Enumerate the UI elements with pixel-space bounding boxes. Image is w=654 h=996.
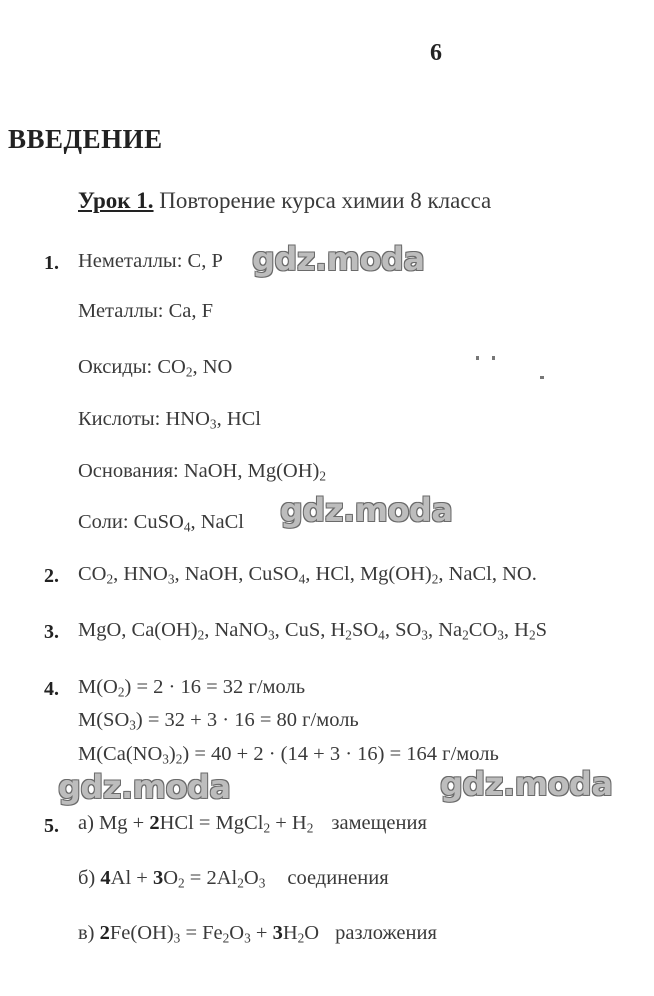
q4-line-1: $M(O_2) = 2 \cdot 16 = 32$ г/моль bbox=[78, 676, 306, 700]
q1-bases: Основания: NaOH, $Mg(OH)_2$ bbox=[78, 460, 326, 484]
page-number: 6 bbox=[430, 40, 442, 66]
speck-mark bbox=[476, 356, 479, 360]
lesson-title: Повторение курса химии 8 класса bbox=[159, 188, 492, 213]
q1-number: 1. bbox=[44, 252, 59, 274]
watermark: gdz.moda bbox=[280, 491, 453, 529]
section-title: ВВЕДЕНИЕ bbox=[8, 124, 163, 154]
q3-number: 3. bbox=[44, 621, 59, 643]
q1-acids: Кислоты: $HNO_3$, HCl bbox=[78, 408, 262, 432]
q4-number: 4. bbox=[44, 678, 59, 700]
q2-answer: $CO_2$, $HNO_3$, NaOH, CuSO$_4$, HCl, $Mg(OH)_2$, NaCl, NO. bbox=[78, 563, 537, 587]
watermark: gdz.moda bbox=[252, 240, 425, 278]
q2-number: 2. bbox=[44, 565, 59, 587]
q5-b: б) $4Al + 3O_2 = 2Al_2O_3$ соединения bbox=[78, 867, 389, 891]
lesson-heading bbox=[78, 188, 491, 214]
q1-oxides: Оксиды: $CO_2$, NO bbox=[78, 356, 233, 380]
q1-salts: Соли: CuSO$_4$, NaCl bbox=[78, 511, 244, 535]
lesson-label: Урок 1. bbox=[78, 188, 154, 213]
q5-a: а) Mg + 2HCl = MgCl$_2$ + $H_2$ замещения bbox=[78, 812, 427, 836]
q1-metals: Металлы: Ca, F bbox=[78, 300, 214, 322]
speck-mark bbox=[540, 376, 544, 379]
q5-c: в) $2Fe(OH)_3 = Fe_2O_3 + 3H_2O$ разложения bbox=[78, 922, 437, 946]
q3-answer: MgO, $Ca(OH)_2$, NaNO$_3$, CuS, $H_2SO_4$, $SO_3$, $Na_2CO_3$, $H_2S$ bbox=[78, 619, 548, 643]
q5-number: 5. bbox=[44, 815, 59, 837]
q1-nonmetals: Неметаллы: C, P bbox=[78, 250, 223, 272]
watermark: gdz.moda bbox=[58, 768, 231, 806]
q4-line-2: $M(SO_3) = 32 + 3 \cdot 16 = 80$ г/моль bbox=[78, 709, 359, 733]
watermark: gdz.moda bbox=[440, 765, 613, 803]
speck-mark bbox=[492, 356, 495, 360]
q4-line-3: $M(Ca(NO_3)_2) = 40 + 2 \cdot (14 + 3 \cdot 16) = 164$ г/моль bbox=[78, 743, 499, 767]
